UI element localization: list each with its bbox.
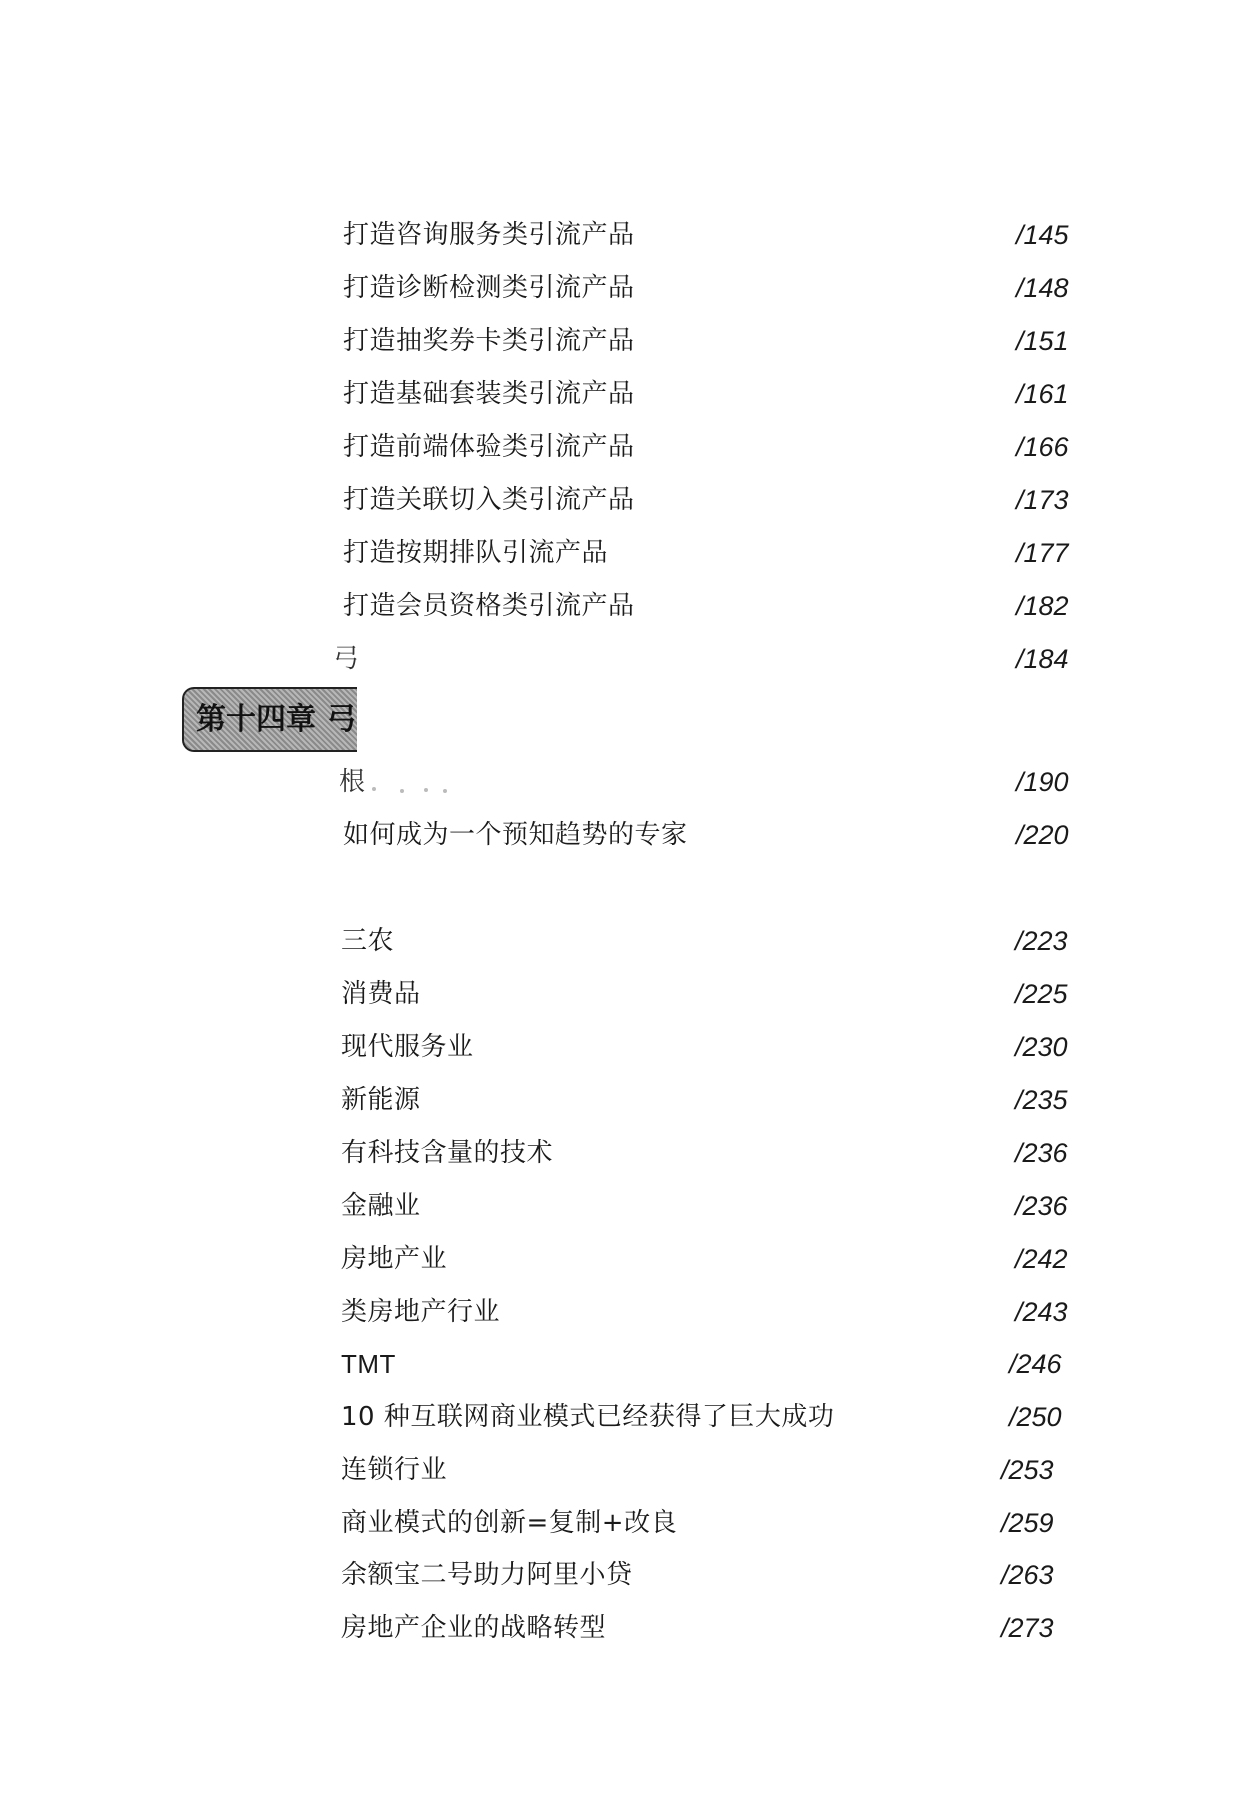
toc-entry bbox=[341, 1292, 1081, 1332]
toc-entry-page: /151 bbox=[1016, 326, 1069, 356]
toc-entry bbox=[341, 1186, 1081, 1226]
chapter-heading-badge bbox=[182, 687, 357, 752]
toc-entry-page: /177 bbox=[1016, 538, 1069, 568]
toc-entry-page: /182 bbox=[1016, 591, 1069, 621]
toc-entry-title: TMT bbox=[341, 1349, 396, 1379]
toc-entry-title: 打造基础套装类引流产品 bbox=[343, 379, 635, 409]
toc-entry-page: /190 bbox=[1016, 767, 1069, 797]
toc-entry bbox=[341, 974, 1081, 1014]
toc-entry bbox=[343, 374, 1083, 414]
toc-entry bbox=[343, 321, 1083, 361]
toc-entry-page: /223 bbox=[1015, 926, 1068, 956]
toc-entry-title: 打造咨询服务类引流产品 bbox=[343, 220, 635, 250]
toc-entry bbox=[343, 215, 1083, 255]
toc-entry-page: /148 bbox=[1016, 273, 1069, 303]
toc-entry-title: 消费品 bbox=[341, 979, 421, 1009]
toc-entry-page: /173 bbox=[1016, 485, 1069, 515]
toc-entry-page: /243 bbox=[1015, 1297, 1068, 1327]
toc-entry bbox=[343, 480, 1083, 520]
toc-entry bbox=[343, 427, 1083, 467]
toc-entry-title: 有科技含量的技术 bbox=[341, 1138, 554, 1168]
toc-entry-page: /161 bbox=[1016, 379, 1069, 409]
text-fragment-glyph: 根 bbox=[339, 767, 366, 797]
toc-entry-title: 类房地产行业 bbox=[341, 1297, 501, 1327]
toc-entry-title: 打造关联切入类引流产品 bbox=[343, 485, 635, 515]
toc-entry-title: 房地产企业的战略转型 bbox=[341, 1613, 607, 1643]
toc-entry-page: /225 bbox=[1015, 979, 1068, 1009]
toc-entry-page: /236 bbox=[1015, 1138, 1068, 1168]
toc-entry-title: 如何成为一个预知趋势的专家 bbox=[343, 820, 688, 850]
toc-entry bbox=[343, 533, 1083, 573]
toc-entry-title: 房地产业 bbox=[341, 1244, 448, 1274]
toc-entry-title: 打造按期排队引流产品 bbox=[343, 538, 609, 568]
toc-entry-title: 商业模式的创新=复制+改良 bbox=[341, 1508, 678, 1538]
toc-entry-page: /253 bbox=[1001, 1455, 1054, 1485]
toc-entry-page: /166 bbox=[1016, 432, 1069, 462]
toc-entry-title: 打造前端体验类引流产品 bbox=[343, 432, 635, 462]
chapter-heading-label: 第十四章 弓 bbox=[196, 702, 357, 737]
toc-entry-title: 10 种互联网商业模式已经获得了巨大成功 bbox=[341, 1402, 835, 1432]
toc-entry bbox=[343, 268, 1083, 308]
toc-entry bbox=[343, 815, 1083, 855]
toc-entry-title: 打造抽奖券卡类引流产品 bbox=[343, 326, 635, 356]
toc-entry-title: 打造会员资格类引流产品 bbox=[343, 591, 635, 621]
text-fragment-glyph: 弓 bbox=[333, 644, 360, 674]
toc-entry bbox=[341, 1080, 1081, 1120]
toc-entry bbox=[343, 586, 1083, 626]
toc-entry-page: /273 bbox=[1001, 1613, 1054, 1643]
text-fragment bbox=[333, 639, 360, 679]
toc-entry-page: /220 bbox=[1016, 820, 1069, 850]
toc-entry-page: /236 bbox=[1015, 1191, 1068, 1221]
toc-entry-page: /230 bbox=[1015, 1032, 1068, 1062]
toc-entry-page: /235 bbox=[1015, 1085, 1068, 1115]
toc-entry-title: 金融业 bbox=[341, 1191, 421, 1221]
toc-entry bbox=[341, 1608, 1081, 1648]
toc-entry-title: 三农 bbox=[341, 926, 395, 956]
toc-entry bbox=[341, 1555, 1081, 1595]
toc-entry-page: /184 bbox=[1016, 644, 1069, 674]
toc-entry bbox=[341, 921, 1081, 961]
toc-entry bbox=[341, 1133, 1081, 1173]
toc-entry bbox=[341, 1503, 1081, 1543]
toc-entry-page: /246 bbox=[1009, 1349, 1062, 1379]
toc-entry-page: /145 bbox=[1016, 220, 1069, 250]
toc-entry-page: /250 bbox=[1009, 1402, 1062, 1432]
toc-entry bbox=[343, 762, 1083, 802]
toc-entry-page: /242 bbox=[1015, 1244, 1068, 1274]
toc-entry-title: 新能源 bbox=[341, 1085, 421, 1115]
toc-entry bbox=[341, 1344, 1081, 1384]
toc-entry-title: 打造诊断检测类引流产品 bbox=[343, 273, 635, 303]
toc-entry bbox=[341, 1239, 1081, 1279]
toc-entry-page: /259 bbox=[1001, 1508, 1054, 1538]
toc-entry bbox=[341, 1027, 1081, 1067]
toc-entry bbox=[341, 1397, 1081, 1437]
toc-entry-title: 现代服务业 bbox=[341, 1032, 474, 1062]
toc-entry bbox=[341, 1450, 1081, 1490]
toc-entry-title: 连锁行业 bbox=[341, 1455, 448, 1485]
toc-entry-page: /263 bbox=[1001, 1560, 1054, 1590]
toc-entry-title: 余额宝二号助力阿里小贷 bbox=[341, 1560, 633, 1590]
